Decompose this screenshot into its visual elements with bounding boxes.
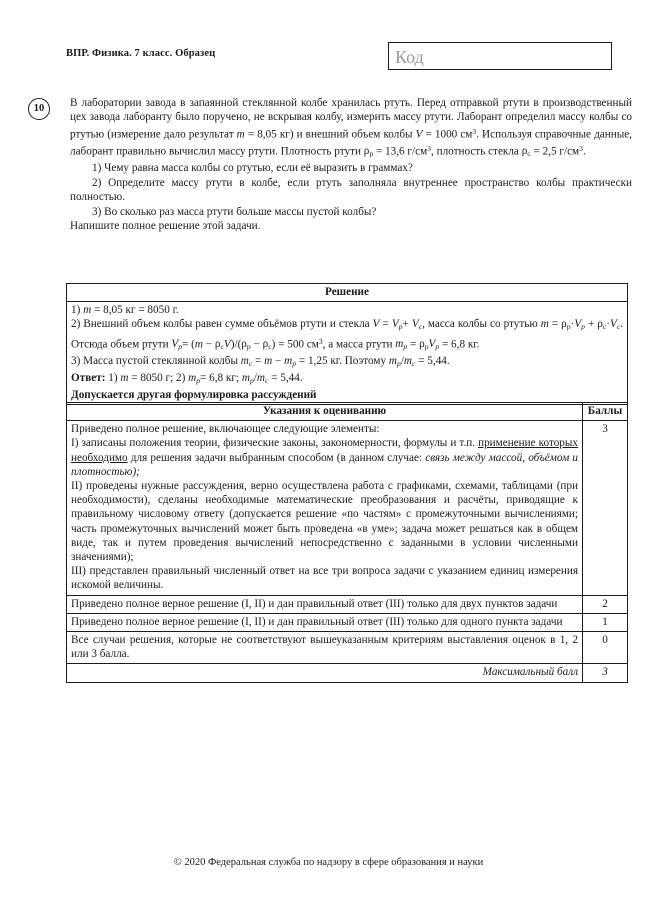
task-block (28, 96, 632, 233)
task-text (70, 96, 632, 233)
task-instruction: Напишите полное решение этой задачи. (70, 219, 261, 232)
solution-answer-line: Ответ: 1) m = 8050 г; 2) $m_р= 6,8$ кг; $m_р/m_с = 5,44$. (71, 372, 303, 385)
rho-sym-5: ρ (214, 337, 221, 350)
sub-r-3: р (566, 322, 571, 332)
var-ms-2 (404, 355, 415, 367)
code-input-box[interactable] (388, 42, 612, 70)
var-m-12: m (188, 372, 197, 385)
solution-note: Допускается другая формулировка рассуждений (71, 389, 317, 402)
var-V-4: V (411, 318, 419, 331)
sup-3-c: 3 (579, 143, 583, 153)
criteria-score-0: 0 (583, 632, 628, 664)
answer-2-value: = 6,8 кг; (200, 372, 240, 385)
sup-3-b: 3 (427, 143, 431, 153)
sub-r-1: р (369, 148, 374, 158)
task-paragraph-part5: = 13,6 г/см (375, 145, 428, 158)
criteria-3-part3: III) представлен правильный численный ответ на все три вопроса задачи с указанием единиц измерения искомой величины. (71, 565, 578, 592)
sub-r-6: р (246, 341, 251, 351)
criteria-header-row (67, 403, 628, 421)
criteria-3-part1 (71, 436, 578, 479)
var-ms-3 (257, 372, 268, 384)
criteria-cell-0: Все случаи решения, которые не соответствуют вышеуказанным критериям выставления оценок в 1, 2 или 3 балла. (67, 632, 583, 664)
sub-r-11: р (397, 358, 401, 368)
page-footer: © 2020 Федеральная служба по надзору в сфере образования и науки (173, 857, 484, 868)
criteria-row-3 (67, 421, 628, 595)
solution-line3-b: = 1,25 кг. Поэтому (298, 355, 387, 368)
var-m-2: m (83, 304, 92, 317)
var-Vr-2 (574, 318, 585, 330)
var-m-8: m (284, 355, 293, 368)
criteria-max-label: Максимальный балл (67, 664, 583, 682)
var-Vs-2 (610, 318, 620, 330)
answer-1-value: = 8050 г; 2) (131, 372, 186, 385)
var-V-8: V (223, 337, 231, 350)
task-question-2: 2) Определите массу ртути в колбе, если ртуть заполняла внутреннее пространство колбы практически полностью. (70, 176, 632, 204)
sub-r-4: р (581, 322, 585, 332)
rho-sym-2: ρ (521, 145, 528, 158)
criteria-cell-3 (67, 421, 583, 595)
var-Vr-1 (392, 318, 403, 330)
sub-r-12: р (196, 376, 201, 385)
var-V-2: V (372, 318, 380, 331)
header-title: ВПР. Физика. 7 класс. Образец (66, 48, 216, 59)
sub-r-2: р (398, 322, 403, 332)
solution-line2-b: масса колбы со ртутью (427, 318, 538, 331)
solution-line-1 (71, 303, 623, 317)
sub-r-5: р (178, 341, 183, 351)
criteria-row-1 (67, 613, 628, 631)
answer-1-index: 1) (108, 372, 118, 385)
sub-r-13: р (249, 376, 254, 385)
sub-s-8: с (412, 358, 416, 368)
var-m-11: m (120, 372, 129, 385)
solution-line1-prefix: 1) (71, 304, 81, 317)
criteria-max-row (67, 664, 628, 682)
solution-header-cell: Решение (67, 284, 628, 302)
solution-line2-e: , а масса ртути (322, 337, 393, 350)
var-m-3: m (540, 318, 549, 331)
rho-sym-1: ρ (363, 145, 370, 158)
var-mr-4 (188, 372, 200, 384)
var-Vr-3 (171, 338, 182, 350)
var-m-9: m (388, 355, 397, 368)
answer-3-value: = 5,44. (271, 372, 303, 385)
task-paragraph-part1: В лаборатории завода в запаянной стеклянной колбе хранилась ртуть. Перед отправкой ртути в производственный цех завода лаборанту было поручено, не вскрывая колбу, измерить массу ртути. Лаборант определил массу колбы со ртутью (измерение дало результат (70, 97, 632, 141)
task-paragraph-part4: . Используя справочные данные, лаборант правильно вычислил массу ртути. Плотность ртути (70, 128, 632, 158)
var-V-6: V (610, 318, 617, 331)
solution-line1-rest: = 8,05 кг = 8050 г. (94, 304, 179, 317)
rho-r-1 (561, 318, 570, 330)
rho-sym-4: ρ (597, 318, 603, 331)
solution-line2-f: = 6,8 кг. (441, 337, 480, 350)
rho-sym-7: ρ (262, 337, 269, 350)
criteria-row-2 (67, 595, 628, 613)
criteria-3-intro: Приведено полное решение, включающее следующие элементы: (71, 423, 380, 436)
criteria-3-part1-italic: связь между массой, объёмом и плотностью); (71, 451, 578, 478)
var-V-1: V (415, 128, 423, 141)
sub-r-8: р (424, 341, 429, 351)
sub-s-2: с (418, 322, 423, 332)
answer-label: Ответ: (71, 372, 106, 385)
task-paragraph-part3: = 1000 см (425, 128, 473, 141)
var-V-9: V (428, 337, 436, 350)
criteria-header-text: Указания к оцениванию (67, 403, 583, 421)
var-m-10: m (403, 355, 413, 368)
solution-body-cell (67, 302, 628, 405)
solution-line-3: 3) Масса пустой стеклянной колбы $m_с = m - m_р = 1,25$ кг. Поэтому $m_р/m_с = 5,44$. (71, 355, 450, 368)
var-mr-3 (389, 355, 401, 367)
solution-line3-a: 3) Масса пустой стеклянной колбы (71, 355, 238, 368)
criteria-header-score: Баллы (583, 403, 628, 421)
var-m-4: m (194, 337, 203, 350)
var-m-1: m (236, 128, 245, 141)
var-V-7: V (171, 337, 179, 350)
var-m-13: m (241, 372, 250, 385)
criteria-3-part1-b: для решения задачи выбранным способом (в данном случае: (130, 451, 423, 464)
var-V-3: V (391, 318, 399, 331)
solution-header-row (67, 284, 628, 302)
solution-line2-d: = 500 см (278, 337, 319, 350)
task-paragraph-part2: = 8,05 кг) и внешний объем колбы (247, 128, 413, 141)
sub-s-4: с (616, 322, 621, 332)
rho-sym-3: ρ (561, 318, 567, 331)
solution-body-row (67, 302, 628, 405)
criteria-table (66, 402, 628, 683)
task-number-badge: 10 (28, 98, 50, 120)
task-paragraph-part7: = 2,5 г/см (533, 145, 580, 158)
criteria-3-part2: II) проведены нужные рассуждения, верно осуществлена работа с графиками, схемами, таблицами (при необходимости), сделаны необходимые математические преобразования и расчёты, приводящие к правильному числовому ответу (допускается решение «по частям» с промежуточными вычислениями; часть промежуточных вычислений может быть проведена «в уме»; задача может решаться как в общем виде, так и путем проведения вычислений непосредственно с заданными в условии численными значениями); (71, 480, 578, 564)
rho-sym-8: ρ (419, 337, 425, 350)
var-mr-5 (242, 372, 254, 384)
criteria-3-part1-underline: применение которых необходимо (71, 437, 579, 464)
solution-line-2: 2) Внешний объем колбы равен сумме объёмов ртути и стекла $V = V_р+ V_с$, масса колбы со ртутью $m = \rho_р\cdot V_р + \rho_с\cdot V_с$. Отсюда объем ртути $V_р= (m - \rho_сV)/(\rho_р - \rho_с) = 500$ $см^3$, а масса ртути $m_р = \rho_рV_р = 6,8$ кг. (71, 318, 624, 351)
sub-r-9: р (435, 341, 440, 351)
solution-table (66, 283, 628, 405)
solution-line2-a: 2) Внешний объем колбы равен сумме объёмов ртути и стекла (71, 318, 370, 331)
task-paragraph-part6: , плотность стекла (430, 145, 519, 158)
criteria-row-0 (67, 632, 628, 664)
rho-s-2 (215, 338, 224, 350)
var-Vr-4 (429, 338, 440, 350)
criteria-cell-2: Приведено полное верное решение (I, II) и дан правильный ответ (III) только для двух пунктов задачи (67, 595, 583, 613)
criteria-3-part1-a: I) записаны положения теории, физические законы, закономерности, формулы и т.п. (71, 437, 476, 450)
rho-r-3 (419, 338, 428, 350)
rho-sym-6: ρ (241, 337, 247, 350)
sub-s-9: с (264, 376, 269, 385)
rho-s-3 (263, 338, 272, 350)
sub-s-7: с (248, 358, 253, 368)
sub-s-3: с (602, 322, 607, 332)
criteria-max-score: 3 (583, 664, 628, 682)
rho-mercury (364, 145, 373, 157)
sub-r-10: р (292, 358, 297, 368)
solution-line3-c: = 5,44. (418, 355, 450, 368)
var-V-5: V (574, 318, 582, 331)
var-mr-1 (395, 338, 407, 350)
var-m-7: m (264, 355, 273, 368)
criteria-cell-1: Приведено полное верное решение (I, II) и дан правильный ответ (III) только для одного пункта задачи (67, 613, 583, 631)
var-mr-2 (284, 355, 296, 367)
criteria-score-2: 2 (583, 595, 628, 613)
var-ms-1 (241, 355, 252, 367)
task-question-1: 1) Чему равна масса колбы со ртутью, если её выразить в граммах? (92, 162, 413, 175)
solution-line2-c: Отсюда объем ртути (71, 337, 169, 350)
task-paragraph: В лаборатории завода в запаянной стеклянной колбе хранилась ртуть. Перед отправкой ртути в производственный цех завода лаборанту было поручено, не вскрывая колбу, измерить массу ртути. Лаборант определил массу колбы со ртутью (измерение дало результат m = 8,05 кг) и внешний объем колбы V = 1000 $см^3$. Используя справочные данные, лаборант правильно вычислил массу ртути. Плотность ртути $\rho_р = 13,6$ $г/см^3$, плотность стекла $\rho_с = 2,5$ $г/см^3$. (70, 97, 632, 158)
code-placeholder-label: Код (395, 47, 424, 67)
rho-r-2 (241, 338, 250, 350)
sub-r-7: р (403, 341, 408, 351)
sub-s-5: с (220, 341, 224, 351)
sup-3-a: 3 (472, 126, 477, 136)
page-header (66, 42, 614, 72)
var-m-5: m (395, 337, 404, 350)
sub-s-1: с (527, 148, 531, 158)
sub-s-6: с (268, 341, 272, 351)
var-m-14: m (256, 372, 265, 385)
rho-s-1 (597, 318, 606, 330)
task-question-3: 3) Во сколько раз масса ртути больше массы пустой колбы? (92, 205, 377, 218)
var-Vs-1 (412, 318, 422, 330)
var-m-6: m (240, 355, 249, 368)
rho-glass (522, 145, 531, 157)
criteria-score-1: 1 (583, 613, 628, 631)
sup-3-d: 3 (318, 336, 323, 346)
criteria-score-3: 3 (583, 421, 628, 595)
